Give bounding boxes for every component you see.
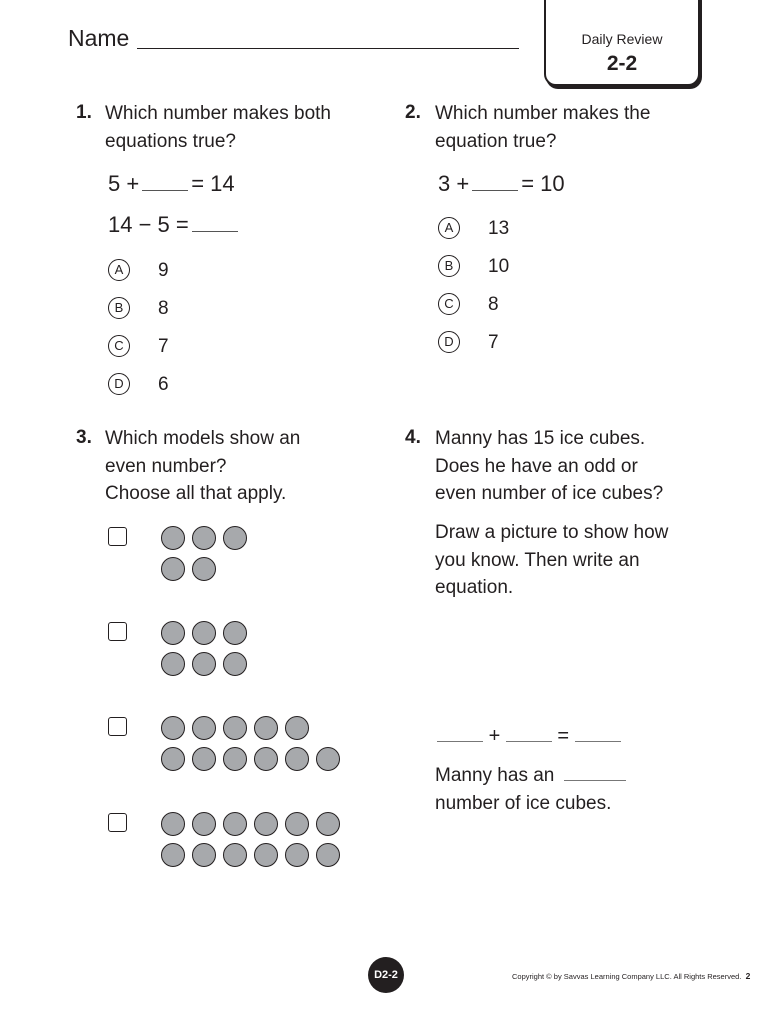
copyright-notice <box>512 971 750 981</box>
counter-dot <box>223 812 247 836</box>
answer-blank[interactable] <box>437 740 483 742</box>
model-2-checkbox[interactable] <box>108 622 127 641</box>
counter-dot <box>316 747 340 771</box>
counter-dot <box>192 747 216 771</box>
counter-dot <box>254 747 278 771</box>
page-number: 2 <box>745 971 751 981</box>
choice-a-value: 13 <box>488 218 510 239</box>
choice-c-value: 7 <box>158 336 169 357</box>
counter-dot <box>316 843 340 867</box>
counter-dot <box>192 716 216 740</box>
answer-text: number of ice cubes. <box>435 792 612 814</box>
counter-dot <box>161 843 185 867</box>
counter-dot <box>316 812 340 836</box>
choice-c-value: 8 <box>488 294 499 315</box>
counter-dot <box>285 843 309 867</box>
counter-dot <box>223 747 247 771</box>
question-1-number: 1. <box>76 102 92 123</box>
question-1-line: equations true? <box>105 130 236 152</box>
page-badge: D2-2 <box>368 957 404 993</box>
equation-part: 14 − 5 = <box>108 212 189 237</box>
model-3-checkbox[interactable] <box>108 717 127 736</box>
equation-part: 3 + <box>438 171 470 196</box>
question-4-line: Does he have an odd or <box>435 455 638 477</box>
counter-dot <box>161 812 185 836</box>
model-4-checkbox[interactable] <box>108 813 127 832</box>
counter-dot <box>161 526 185 550</box>
answer-blank[interactable] <box>575 740 621 742</box>
choice-c-bubble[interactable]: C <box>108 335 130 357</box>
question-1-line: Which number makes both <box>105 103 331 124</box>
counter-dot <box>192 526 216 550</box>
question-4-instructions <box>435 519 668 602</box>
choice-b-value: 10 <box>488 256 510 277</box>
question-4-equation <box>437 725 621 748</box>
equation-part: 5 + <box>108 171 140 196</box>
choice-b-value: 8 <box>158 298 169 319</box>
question-3-prompt <box>105 425 300 508</box>
counter-dot <box>192 652 216 676</box>
counter-dot <box>223 526 247 550</box>
answer-blank[interactable] <box>192 230 238 232</box>
choice-b-bubble[interactable]: B <box>438 255 460 277</box>
name-label: Name <box>68 25 130 51</box>
answer-blank[interactable] <box>472 189 518 191</box>
equals-sign: = <box>557 725 570 747</box>
question-4-line: Draw a picture to show how <box>435 522 669 543</box>
choice-c-bubble[interactable]: C <box>438 293 460 315</box>
question-1-equation-1 <box>108 171 235 197</box>
choice-b-bubble[interactable]: B <box>108 297 130 319</box>
answer-blank[interactable] <box>564 779 626 781</box>
choice-d-value: 7 <box>488 332 499 353</box>
choice-a-value: 9 <box>158 260 169 281</box>
counter-dot <box>223 716 247 740</box>
choice-a-bubble[interactable]: A <box>438 217 460 239</box>
counter-dot <box>192 843 216 867</box>
question-2-line: Which number makes the <box>435 103 651 124</box>
counter-dot <box>254 716 278 740</box>
counter-dot <box>161 716 185 740</box>
counter-dot <box>192 557 216 581</box>
counter-dot <box>192 621 216 645</box>
question-2-prompt <box>435 100 650 155</box>
equation-part: = 10 <box>521 171 565 196</box>
choice-d-value: 6 <box>158 374 169 395</box>
daily-review-label: Daily Review <box>581 31 663 47</box>
choice-d-bubble[interactable]: D <box>438 331 460 353</box>
counter-dot <box>161 621 185 645</box>
question-4-line: you know. Then write an <box>435 549 640 571</box>
question-4-answer <box>435 762 626 817</box>
question-3-line: Choose all that apply. <box>105 483 287 504</box>
counter-dot <box>161 747 185 771</box>
counter-dot <box>254 843 278 867</box>
counter-dot <box>285 716 309 740</box>
question-2-equation <box>438 171 565 197</box>
question-3-line: even number? <box>105 455 227 477</box>
copyright-text: Copyright © by Savvas Learning Company LLC. All Rights Reserved. <box>512 972 742 981</box>
answer-blank[interactable] <box>142 189 188 191</box>
equation-part: = 14 <box>191 171 235 196</box>
counter-dot <box>192 812 216 836</box>
lesson-number: 2-2 <box>606 52 638 75</box>
choice-d-bubble[interactable]: D <box>108 373 130 395</box>
counter-dot <box>161 652 185 676</box>
question-1-prompt <box>105 100 331 155</box>
question-4-line: even number of ice cubes? <box>435 483 664 504</box>
counter-dot <box>285 812 309 836</box>
question-4-line: equation. <box>435 577 514 598</box>
counter-dot <box>254 812 278 836</box>
question-4-prompt <box>435 425 663 508</box>
answer-text: Manny has an <box>435 765 555 786</box>
plus-sign: + <box>488 725 501 747</box>
name-field[interactable] <box>137 48 519 49</box>
choice-a-bubble[interactable]: A <box>108 259 130 281</box>
question-1-equation-2 <box>108 212 241 238</box>
counter-dot <box>161 557 185 581</box>
question-4-number: 4. <box>405 427 421 448</box>
question-2-number: 2. <box>405 102 421 123</box>
counter-dot <box>223 652 247 676</box>
model-1-checkbox[interactable] <box>108 527 127 546</box>
counter-dot <box>285 747 309 771</box>
question-4-line: Manny has 15 ice cubes. <box>435 428 646 449</box>
drawing-area[interactable] <box>435 612 735 712</box>
question-3-number: 3. <box>76 427 92 448</box>
counter-dot <box>223 621 247 645</box>
question-2-line: equation true? <box>435 130 557 152</box>
question-3-line: Which models show an <box>105 428 301 449</box>
answer-blank[interactable] <box>506 740 552 742</box>
counter-dot <box>223 843 247 867</box>
